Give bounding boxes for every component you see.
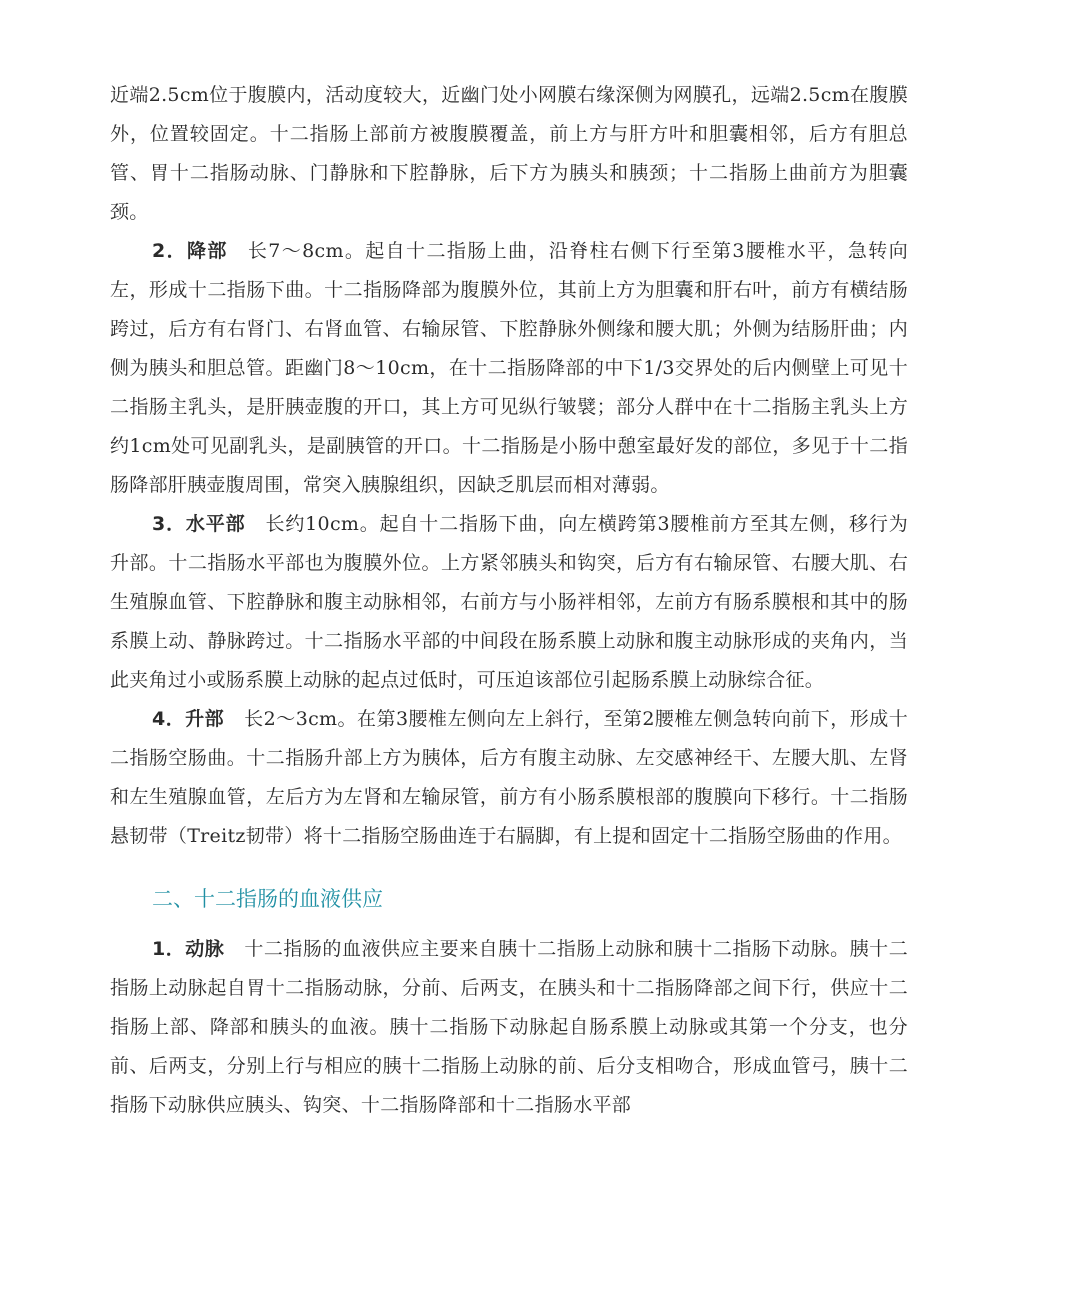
document-page xyxy=(110,76,908,1125)
intro-paragraph: 近端2.5cm位于腹膜内，活动度较大，近幽门处小网膜右缘深侧为网膜孔，远端2.5cm在腹膜外，位置较固定。十二指肠上部前方被腹膜覆盖，前上方与肝方叶和胆囊相邻，后方有胆总管、胃十二指肠动脉、门静脉和下腔静脉，后下方为胰头和胰颈；十二指肠上曲前方为胆囊颈。 xyxy=(110,84,908,223)
artery-text: 十二指肠的血液供应主要来自胰十二指肠上动脉和胰十二指肠下动脉。胰十二指肠上动脉起自胃十二指肠动脉，分前、后两支，在胰头和十二指肠降部之间下行，供应十二指肠上部、降部和胰头的血液。胰十二指肠下动脉起自肠系膜上动脉或其第一个分支，也分前、后两支，分别上行与相应的胰十二指肠上动脉的前、后分支相吻合，形成血管弓，胰十二指肠下动脉供应胰头、钩突、十二指肠降部和十二指肠水平部 xyxy=(110,938,908,1116)
horizontal-part-text: 长约10cm。起自十二指肠下曲，向左横跨第3腰椎前方至其左侧，移行为升部。十二指肠水平部也为腹膜外位。上方紧邻胰头和钩突，后方有右输尿管、右腰大肌、右生殖腺血管、下腔静脉和腹主动脉相邻，右前方与小肠袢相邻，左前方有肠系膜根和其中的肠系膜上动、静脉跨过。十二指肠水平部的中间段在肠系膜上动脉和腹主动脉形成的夹角内，当此夹角过小或肠系膜上动脉的起点过低时，可压迫该部位引起肠系膜上动脉综合征。 xyxy=(110,513,908,691)
artery-paragraph xyxy=(110,930,908,1125)
section-heading: 二、十二指肠的血液供应 xyxy=(152,887,383,911)
ascending-part-paragraph xyxy=(110,700,908,856)
horizontal-part-paragraph xyxy=(110,505,908,700)
descending-part-label: 2．降部 xyxy=(152,240,228,262)
horizontal-part-label: 3．水平部 xyxy=(152,513,246,535)
artery-label: 1．动脉 xyxy=(152,938,225,960)
ascending-part-label: 4．升部 xyxy=(152,708,225,730)
descending-part-paragraph xyxy=(110,232,908,505)
ascending-part-text: 长2～3cm。在第3腰椎左侧向左上斜行，至第2腰椎左侧急转向前下，形成十二指肠空肠曲。十二指肠升部上方为胰体，后方有腹主动脉、左交感神经干、左腰大肌、左肾和左生殖腺血管，左后方为左肾和左输尿管，前方有小肠系膜根部的腹膜向下移行。十二指肠悬韧带（Treitz韧带）将十二指肠空肠曲连于右膈脚，有上提和固定十二指肠空肠曲的作用。 xyxy=(110,708,908,847)
descending-part-text: 长7～8cm。起自十二指肠上曲，沿脊柱右侧下行至第3腰椎水平，急转向左，形成十二指肠下曲。十二指肠降部为腹膜外位，其前上方为胆囊和肝右叶，前方有横结肠跨过，后方有右肾门、右肾血管、右输尿管、下腔静脉外侧缘和腰大肌；外侧为结肠肝曲；内侧为胰头和胆总管。距幽门8～10cm，在十二指肠降部的中下1/3交界处的后内侧壁上可见十二指肠主乳头，是肝胰壶腹的开口，其上方可见纵行皱襞；部分人群中在十二指肠主乳头上方约1cm处可见副乳头，是副胰管的开口。十二指肠是小肠中憩室最好发的部位，多见于十二指肠降部肝胰壶腹周围，常突入胰腺组织，因缺乏肌层而相对薄弱。 xyxy=(110,240,909,496)
